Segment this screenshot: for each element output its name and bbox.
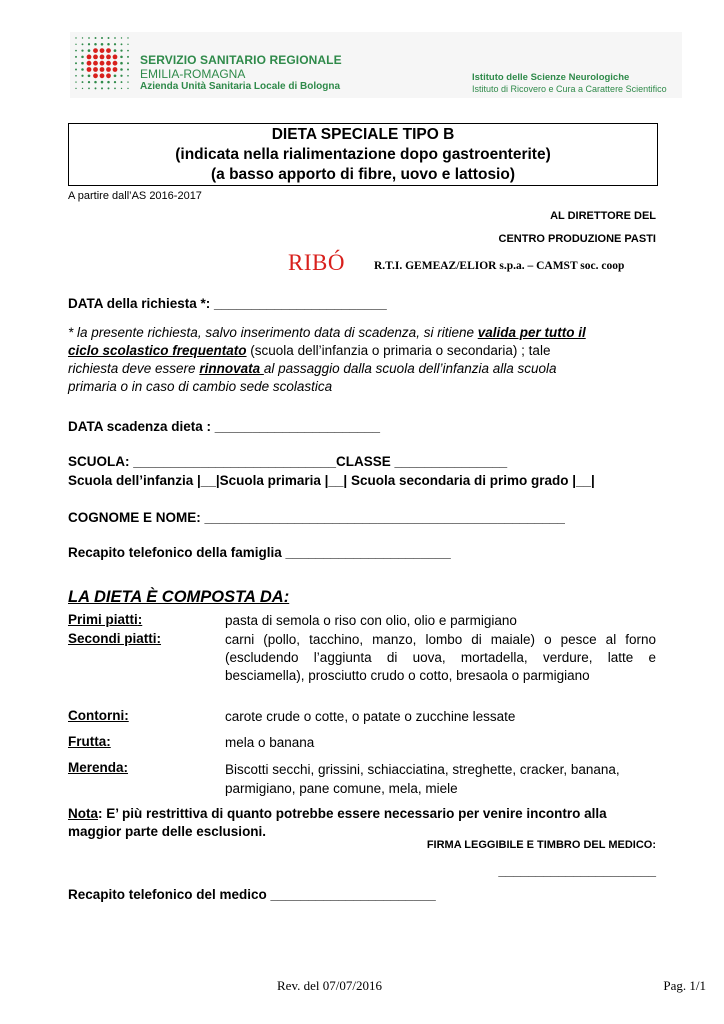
logo-dot [113, 67, 118, 72]
logo-dot [81, 75, 83, 77]
logo-dot [93, 61, 98, 66]
logo-dot [114, 43, 116, 45]
logo-dot [87, 67, 92, 72]
logo-dot [114, 74, 117, 77]
logo-dot [75, 69, 77, 71]
validity-note-part: primaria o in caso di cambio sede scolastica [68, 379, 333, 394]
logo-dot [127, 62, 129, 64]
logo-dot [75, 44, 76, 45]
logo-dot [121, 37, 122, 38]
logo-dot [108, 87, 110, 89]
merenda-label: Merenda: [68, 760, 129, 775]
logo-dot [88, 43, 90, 45]
logo-dot [127, 88, 128, 89]
logo-dot [100, 73, 105, 78]
secondi-label: Secondi piatti: [68, 631, 162, 646]
validity-note-part: * la presente richiesta, salvo inserimento data di scadenza, si ritiene [68, 325, 478, 340]
primi-label-colon: : [137, 612, 143, 627]
logo-dot [82, 81, 84, 83]
primi-value: pasta di semola o riso con olio, olio e parmigiano [225, 613, 517, 628]
logo-dot [81, 68, 84, 71]
isn-title: Istituto delle Scienze Neurologiche [472, 72, 630, 83]
logo-dot [88, 74, 91, 77]
ssr-logo-icon [72, 34, 132, 92]
title-line-2: (indicata nella rialimentazione dopo gastroenterite) [175, 146, 551, 163]
logo-dot [127, 69, 129, 71]
logo-dot [101, 87, 103, 89]
logo-dot [100, 67, 105, 72]
recipient-line-2: CENTRO PRODUZIONE PASTI [498, 233, 656, 245]
title-line-3: (a basso apporto di fibre, uovo e lattosio) [211, 166, 515, 183]
validity-note-part: richiesta deve essere [68, 361, 200, 376]
diet-note [68, 805, 658, 841]
logo-dot [75, 81, 76, 82]
logo-dot [75, 50, 77, 52]
validity-note-part: (scuola dell’infanzia o primaria o secondaria) ; tale [246, 343, 551, 358]
company-name: R.T.I. GEMEAZ/ELIOR s.p.a. – CAMST soc. coop [374, 260, 625, 272]
logo-dot [101, 37, 103, 39]
logo-dot [121, 81, 123, 83]
logo-dot [88, 81, 90, 83]
logo-dot [114, 37, 116, 39]
note-text-2: maggior parte delle esclusioni. [68, 824, 267, 839]
logo-dot [127, 37, 128, 38]
logo-dot [127, 44, 128, 45]
school-class-field[interactable]: SCUOLA: ___________________________CLASSE _______________ [68, 454, 508, 469]
title-box [68, 123, 658, 186]
logo-dot [121, 43, 123, 45]
logo-dot [113, 55, 118, 60]
logo-dot [100, 55, 105, 60]
logo-dot [114, 49, 117, 52]
ssr-region: EMILIA-ROMAGNA [140, 67, 246, 81]
note-text-1: : E’ più restrittiva di quanto potrebbe essere necessario per venire incontro alla [98, 806, 607, 821]
validity-note [68, 324, 648, 396]
logo-dot [75, 75, 77, 77]
validity-emphasis: valida per tutto il [477, 325, 586, 340]
logo-dot [114, 81, 116, 83]
logo-dot [81, 49, 83, 51]
logo-dot [75, 56, 77, 58]
contorni-label: Contorni: [68, 708, 129, 723]
logo-dot [107, 43, 110, 46]
logo-dot [93, 55, 98, 60]
signature-line[interactable]: _____________________ [498, 863, 656, 878]
logo-dot [127, 75, 129, 77]
since-note: A partire dall’AS 2016-2017 [68, 190, 202, 202]
logo-dot [82, 37, 83, 38]
secondi-value: carni (pollo, tacchino, manzo, lombo di maiale) o pesce al forno (escludendo l’aggiunta di uova, mortadella, verdure, latte e besciamella), prosciutto crudo o cotto, bresaola o parmigiano [225, 632, 656, 683]
merenda-value: Biscotti secchi, grissini, schiacciatina, streghette, cracker, banana, parmigiano, pane comune, mela, miele [225, 762, 620, 796]
renewal-emphasis: rinnovata [199, 361, 264, 376]
logo-dot [75, 88, 76, 89]
logo-dot [94, 43, 97, 46]
doctor-phone-field[interactable]: Recapito telefonico del medico ______________________ [68, 887, 436, 902]
logo-dot [93, 48, 98, 53]
logo-dot [127, 81, 128, 82]
logo-dot [87, 61, 92, 66]
ssr-ausl: Azienda Unità Sanitaria Locale di Bologna [140, 81, 341, 92]
logo-dot [93, 67, 98, 72]
logo-dot [94, 81, 97, 84]
logo-dot [82, 43, 84, 45]
logo-dot [108, 37, 110, 39]
logo-dot [113, 61, 118, 66]
name-field[interactable]: COGNOME E NOME: ________________________________________________ [68, 510, 565, 525]
logo-dot [127, 50, 129, 52]
logo-dot [100, 48, 105, 53]
logo-dot [106, 55, 111, 60]
request-date-field[interactable]: DATA della richiesta *: _______________________ [68, 296, 387, 311]
logo-dot [88, 49, 91, 52]
logo-dot [75, 62, 77, 64]
logo-dot [82, 88, 83, 89]
primi-label [68, 612, 142, 627]
logo-dot [75, 37, 76, 38]
logo-dot [81, 56, 84, 59]
logo-dot [127, 56, 129, 58]
logo-dot [106, 61, 111, 66]
note-label: Nota [68, 806, 98, 821]
ssr-title: SERVIZIO SANITARIO REGIONALE [140, 53, 342, 67]
logo-dot [106, 73, 111, 78]
logo-dot [107, 81, 110, 84]
logo-dot [88, 37, 90, 39]
expiry-date-field[interactable]: DATA scadenza dieta : ______________________ [68, 419, 380, 434]
title-line-1: DIETA SPECIALE TIPO B [271, 126, 455, 143]
isn-subtitle: Istituto di Ricovero e Cura a Carattere Scientifico [472, 84, 667, 94]
logo-dot [106, 48, 111, 53]
logo-dot [121, 88, 122, 89]
signature-label: FIRMA LEGGIBILE E TIMBRO DEL MEDICO: [426, 839, 656, 851]
logo-dot [95, 37, 97, 39]
logo-dot [106, 67, 111, 72]
validity-emphasis-2: ciclo scolastico frequentato [68, 343, 247, 358]
logo-dot [95, 87, 97, 89]
logo-dot [81, 62, 84, 65]
logo-dot [100, 61, 105, 66]
frutta-label: Frutta: [68, 734, 111, 749]
recipient-line-1: AL DIRETTORE DEL [550, 210, 656, 222]
logo-dot [93, 73, 98, 78]
validity-note-part: al passaggio dalla scuola dell’infanzia alla scuola [263, 361, 557, 376]
logo-dot [87, 55, 92, 60]
logo-dot [88, 88, 90, 90]
ribo-logo: RIBÓ [288, 250, 345, 275]
revision-date: Rev. del 07/07/2016 [277, 978, 382, 993]
logo-dot [120, 62, 123, 65]
logo-dot [101, 43, 104, 46]
family-phone-field[interactable]: Recapito telefonico della famiglia ______________________ [68, 545, 451, 560]
primi-label-text: Primi piatti [68, 612, 138, 627]
logo-dot [120, 75, 122, 77]
logo-dot [120, 56, 123, 59]
page-number: Pag. 1/1 [663, 978, 706, 993]
contorni-value: carote crude o cotte, o patate o zucchine lessate [225, 709, 516, 724]
frutta-value: mela o banana [225, 735, 315, 750]
diet-heading: LA DIETA È COMPOSTA DA: [68, 588, 290, 606]
logo-dot [101, 81, 104, 84]
school-type-checkboxes[interactable]: Scuola dell’infanzia |__|Scuola primaria |__| Scuola secondaria di primo grado |__| [68, 473, 595, 488]
logo-dot [120, 49, 122, 51]
logo-dot [114, 88, 116, 90]
logo-dot [120, 68, 123, 71]
